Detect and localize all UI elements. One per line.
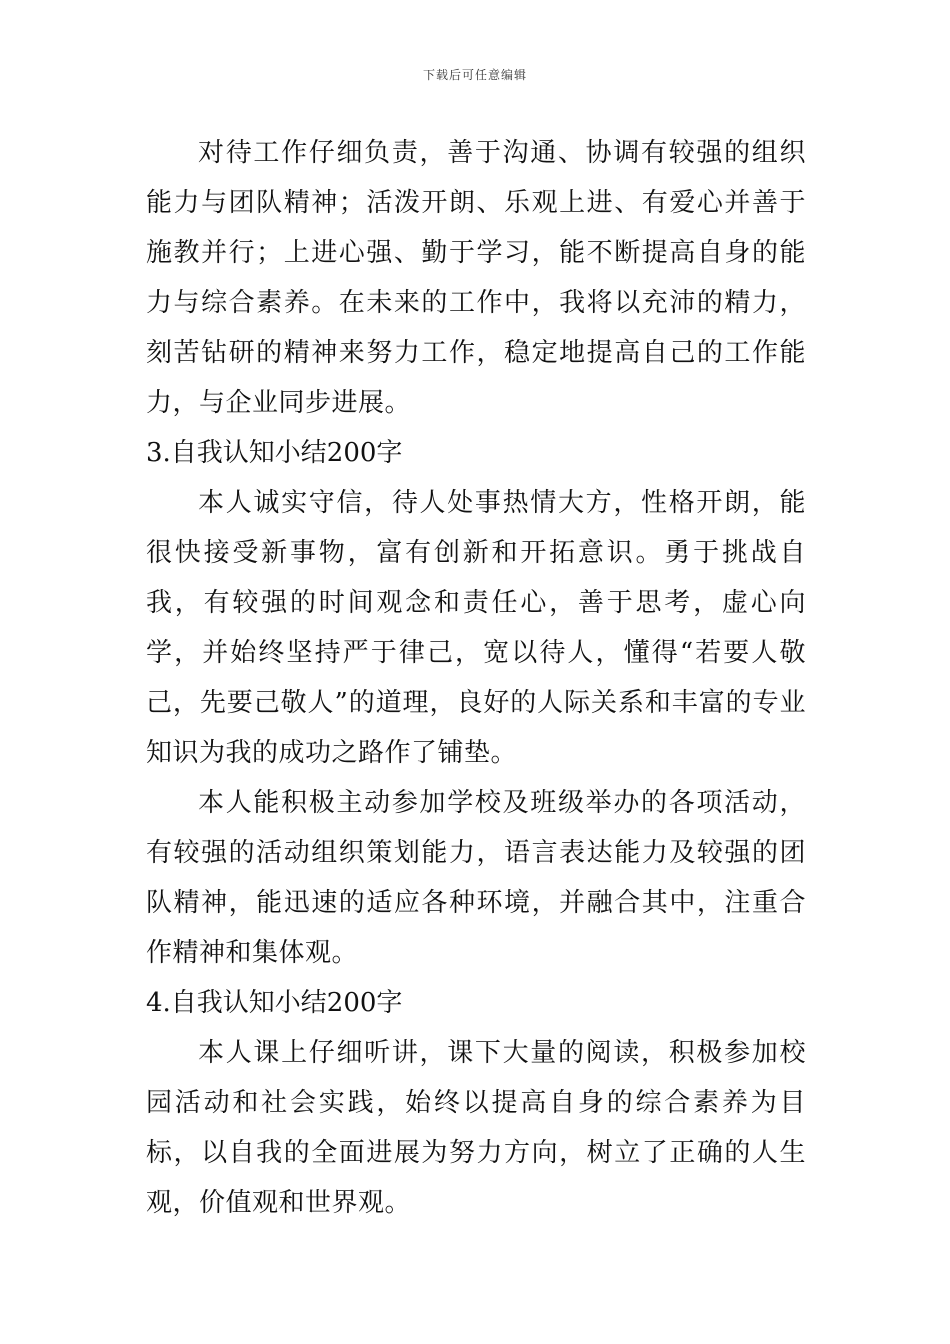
document-body (146, 128, 806, 1228)
header-note: 下载后可任意编辑 (422, 68, 527, 82)
paragraph-3-2: 本人能积极主动参加学校及班级举办的各项活动，有较强的活动组织策划能力，语言表达能力及较强的团队精神，能迅速的适应各种环境，并融合其中，注重合作精神和集体观。 (146, 788, 806, 968)
paragraph-4-1: 本人课上仔细听讲，课下大量的阅读，积极参加校园活动和社会实践，始终以提高自身的综合素养为目标，以自我的全面进展为努力方向，树立了正确的人生观，价值观和世界观。 (146, 1038, 806, 1218)
paragraph-intro: 对待工作仔细负责，善于沟通、协调有较强的组织能力与团队精神；活泼开朗、乐观上进、有爱心并善于施教并行；上进心强、勤于学习，能不断提高自身的能力与综合素养。在未来的工作中，我将以充沛的精力，刻苦钻研的精神来努力工作，稳定地提高自己的工作能力，与企业同步进展。 (146, 138, 806, 418)
section-heading-4: 4.自我认知小结200字 (146, 988, 403, 1018)
paragraph-3-1: 本人诚实守信，待人处事热情大方，性格开朗，能很快接受新事物，富有创新和开拓意识。勇于挑战自我，有较强的时间观念和责任心，善于思考，虚心向学，并始终坚持严于律己，宽以待人，懂得“若要人敬己，先要己敬人”的道理，良好的人际关系和丰富的专业知识为我的成功之路作了铺垫。 (146, 488, 806, 768)
section-heading-3: 3.自我认知小结200字 (146, 438, 403, 468)
